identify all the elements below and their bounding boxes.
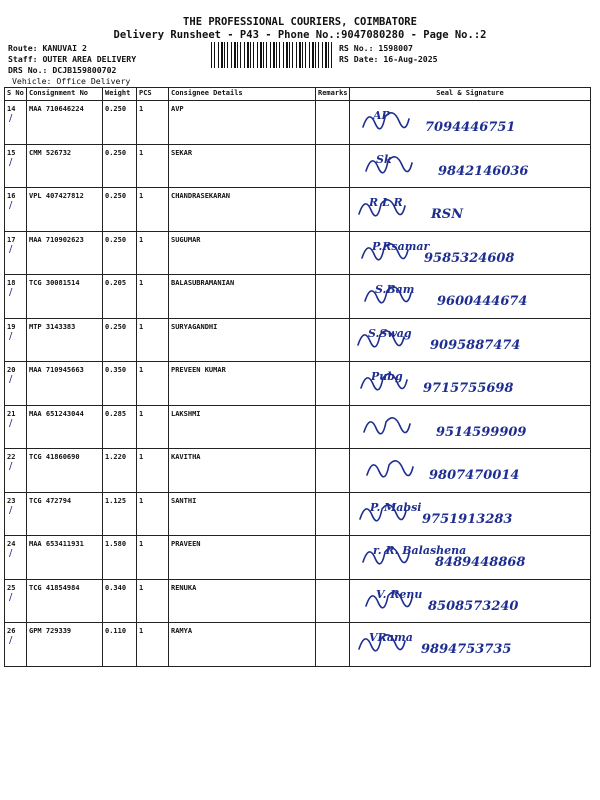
weight-value: 1.125 (105, 496, 127, 505)
cell-cons (27, 449, 103, 493)
consignee-value: BALASUBRAMANIAN (171, 279, 235, 287)
pcs-value: 1 (139, 322, 144, 331)
consignee-value: CHANDRASEKARAN (171, 192, 231, 200)
barcode-bar (227, 42, 228, 68)
weight-value: 0.110 (105, 627, 127, 635)
pcs-value: 1 (139, 627, 144, 635)
cell-consignee (169, 623, 316, 667)
cell-remarks (316, 536, 350, 580)
cell-consignee (169, 231, 316, 275)
weight-value: 1.220 (105, 453, 127, 461)
handwritten-signature (350, 145, 590, 183)
weight-value: 0.250 (105, 148, 127, 157)
cell-sno (5, 536, 27, 580)
signature-phone: 8508573240 (428, 598, 519, 614)
signature-name: R L R (369, 196, 403, 209)
signature-phone: 9600444674 (437, 294, 528, 309)
signature-phone: 9585324608 (424, 250, 515, 266)
vehicle-label: Vehicle: Office Delivery (12, 76, 131, 86)
table-row (5, 579, 591, 623)
cell-consignee (169, 188, 316, 232)
cell-weight (103, 579, 137, 623)
table-row (5, 492, 591, 536)
cell-weight (103, 188, 137, 232)
cell-pcs (137, 188, 169, 232)
consignee-value: RAMYA (171, 627, 193, 635)
table-row (5, 231, 591, 275)
cell-weight (103, 275, 137, 319)
cell-remarks (316, 623, 350, 667)
handwritten-signature (350, 536, 590, 574)
pcs-value: 1 (139, 279, 144, 287)
cell-cons (27, 579, 103, 623)
cell-remarks (316, 405, 350, 449)
company-title: THE PROFESSIONAL COURIERS, COIMBATORE (183, 16, 417, 28)
consignee-value: AVP (171, 105, 184, 113)
table-row (5, 449, 591, 493)
check-mark-icon: / (9, 635, 13, 646)
consignee-value: SEKAR (171, 148, 193, 157)
barcode-bar (312, 42, 314, 68)
sno-value: 18 (7, 279, 16, 287)
sno-value: 25 (7, 583, 16, 592)
signature-cell (350, 275, 591, 319)
barcode-bar (296, 42, 297, 68)
sno-value: 26 (7, 627, 16, 635)
pcs-value: 1 (139, 366, 144, 374)
cell-pcs (137, 144, 169, 188)
signature-cell (350, 318, 591, 362)
barcode-bar (315, 42, 316, 68)
cons-value: MTP 3143383 (29, 322, 76, 331)
check-mark-icon: / (9, 156, 13, 168)
table-row (5, 144, 591, 188)
cell-cons (27, 492, 103, 536)
handwritten-signature (350, 406, 590, 444)
cell-pcs (137, 623, 169, 667)
cell-sno (5, 579, 27, 623)
cell-pcs (137, 318, 169, 362)
barcode-bar (253, 42, 254, 68)
cell-cons (27, 623, 103, 667)
barcode-bar (260, 42, 262, 68)
cell-sno (5, 231, 27, 275)
barcode-bar (302, 42, 303, 68)
signature-name: S.Swag (368, 326, 412, 340)
column-header: PCS (137, 88, 169, 101)
cell-consignee (169, 492, 316, 536)
weight-value: 0.340 (105, 583, 127, 592)
barcode-bar (328, 42, 329, 68)
table-row (5, 101, 591, 145)
table-row (5, 536, 591, 580)
cell-weight (103, 492, 137, 536)
cell-pcs (137, 449, 169, 493)
signature-name: S.Bam (375, 283, 415, 296)
cell-sno (5, 318, 27, 362)
cell-weight (103, 449, 137, 493)
check-mark-icon: / (9, 591, 13, 603)
barcode-bar (276, 42, 277, 68)
signature-name: P. Mabsi (370, 500, 422, 514)
cell-pcs (137, 231, 169, 275)
cell-remarks (316, 318, 350, 362)
barcode-bar (211, 42, 212, 68)
cell-cons (27, 318, 103, 362)
cell-weight (103, 536, 137, 580)
cell-weight (103, 231, 137, 275)
consignee-value: KAVITHA (171, 453, 201, 461)
barcode-bar (231, 42, 232, 68)
handwritten-signature (350, 101, 590, 139)
cell-sno (5, 144, 27, 188)
barcode-bar (237, 42, 238, 68)
cell-remarks (316, 492, 350, 536)
signature-phone: 9514599909 (436, 424, 527, 440)
signature-phone: 9095887474 (430, 337, 521, 353)
cell-sno (5, 101, 27, 145)
barcode-bar (325, 42, 327, 68)
table-row (5, 405, 591, 449)
signature-phone: 9715755698 (423, 381, 514, 396)
sno-value: 24 (7, 540, 16, 548)
signature-cell (350, 623, 591, 667)
cell-consignee (169, 405, 316, 449)
cell-remarks (316, 188, 350, 232)
signature-cell (350, 449, 591, 493)
cell-remarks (316, 579, 350, 623)
check-mark-icon: / (9, 113, 13, 124)
column-header: Seal & Signature (350, 88, 591, 101)
runsheet-table (4, 87, 591, 667)
barcode-bar (263, 42, 264, 68)
cell-remarks (316, 362, 350, 406)
table-row (5, 318, 591, 362)
cell-weight (103, 362, 137, 406)
signature-name: AP (373, 109, 390, 122)
signature-phone: 9751913283 (422, 511, 513, 527)
column-header: Consignment No (27, 88, 103, 101)
barcode-bar (286, 42, 288, 68)
signature-phone: 7094446751 (425, 120, 516, 135)
table-row (5, 188, 591, 232)
sno-value: 22 (7, 453, 16, 461)
sno-value: 20 (7, 366, 16, 374)
signature-scribble (367, 461, 413, 477)
barcode-bar (318, 42, 319, 68)
weight-value: 0.205 (105, 279, 127, 287)
pcs-value: 1 (139, 105, 144, 113)
cell-remarks (316, 231, 350, 275)
signature-cell (350, 188, 591, 232)
weight-value: 0.250 (105, 105, 127, 113)
consignee-value: PREVEEN KUMAR (171, 366, 226, 374)
barcode-bar (283, 42, 284, 68)
check-mark-icon: / (9, 330, 13, 342)
barcode-bar (299, 42, 301, 68)
barcode-bar (214, 42, 215, 68)
handwritten-signature (350, 232, 590, 270)
barcode-bar (221, 42, 223, 68)
barcode-bar (270, 42, 271, 68)
barcode-bar (240, 42, 241, 68)
cell-sno (5, 449, 27, 493)
cell-consignee (169, 536, 316, 580)
cell-remarks (316, 275, 350, 319)
signature-phone: 9807470014 (429, 468, 520, 483)
rs-date: RS Date: 16-Aug-2025 (339, 54, 438, 64)
cell-consignee (169, 318, 316, 362)
cell-sno (5, 405, 27, 449)
cell-pcs (137, 536, 169, 580)
check-mark-icon: / (9, 287, 13, 298)
cell-remarks (316, 101, 350, 145)
barcode-bar (250, 42, 251, 68)
weight-value: 0.250 (105, 192, 127, 200)
cell-pcs (137, 405, 169, 449)
cell-weight (103, 318, 137, 362)
signature-name: Sk (376, 152, 392, 166)
cell-pcs (137, 579, 169, 623)
barcode-bar (322, 42, 323, 68)
pcs-value: 1 (139, 496, 144, 505)
cell-weight (103, 101, 137, 145)
signature-name: Pubg (371, 370, 403, 383)
check-mark-icon: / (9, 200, 13, 211)
consignee-value: SUGUMAR (171, 235, 201, 244)
barcode-bar (279, 42, 280, 68)
signature-name: VRama (369, 631, 413, 644)
barcode-bar (289, 42, 290, 68)
sno-value: 16 (7, 192, 16, 200)
handwritten-signature (350, 493, 590, 531)
check-mark-icon: / (9, 417, 13, 429)
sno-value: 21 (7, 409, 16, 418)
signature-scribble (364, 417, 410, 433)
column-header: Consignee Details (169, 88, 316, 101)
table-row (5, 623, 591, 667)
pcs-value: 1 (139, 540, 144, 548)
consignee-value: LAKSHMI (171, 409, 201, 418)
barcode-icon (211, 42, 333, 68)
signature-phone: 9842146036 (438, 163, 529, 179)
handwritten-signature (350, 623, 590, 661)
barcode-bar (247, 42, 249, 68)
pcs-value: 1 (139, 453, 144, 461)
barcode-bar (257, 42, 258, 68)
cons-value: MAA 710646224 (29, 105, 84, 113)
barcode-bar (305, 42, 306, 68)
cons-value: MAA 710945663 (29, 366, 84, 374)
check-mark-icon: / (9, 374, 13, 385)
check-mark-icon: / (9, 548, 13, 559)
sno-value: 19 (7, 322, 16, 331)
cons-value: MAA 651243044 (29, 409, 84, 418)
cell-pcs (137, 362, 169, 406)
table-row (5, 275, 591, 319)
barcode-bar (292, 42, 293, 68)
handwritten-signature (350, 188, 590, 226)
sno-value: 15 (7, 148, 16, 157)
handwritten-signature (350, 449, 590, 487)
cell-weight (103, 144, 137, 188)
pcs-value: 1 (139, 409, 144, 418)
consignee-value: RENUKA (171, 583, 197, 592)
pcs-value: 1 (139, 192, 144, 200)
check-mark-icon: / (9, 243, 13, 255)
rs-number: RS No.: 1598007 (339, 43, 413, 53)
cell-pcs (137, 492, 169, 536)
handwritten-signature (350, 580, 590, 618)
signature-cell (350, 144, 591, 188)
signature-name: P.Rsamar (372, 239, 430, 253)
signature-cell (350, 101, 591, 145)
cell-consignee (169, 275, 316, 319)
cons-value: MAA 710902623 (29, 235, 84, 244)
cons-value: MAA 653411931 (29, 540, 84, 548)
signature-cell (350, 492, 591, 536)
consignee-value: SURYAGANDHI (171, 322, 218, 331)
weight-value: 0.250 (105, 235, 127, 244)
route-label: Route: KANUVAI 2 (8, 43, 87, 53)
handwritten-signature (350, 275, 590, 313)
cell-cons (27, 144, 103, 188)
weight-value: 0.250 (105, 322, 127, 331)
column-header: Remarks (316, 88, 350, 101)
cell-consignee (169, 449, 316, 493)
signature-name: r. R. Balashena (373, 544, 467, 557)
runsheet-subtitle: Delivery Runsheet - P43 - Phone No.:9047080280 - Page No.:2 (113, 29, 487, 41)
cell-remarks (316, 144, 350, 188)
cell-pcs (137, 275, 169, 319)
drs-label: DRS No.: DCJB159800702 (8, 65, 117, 75)
signature-cell (350, 536, 591, 580)
check-mark-icon: / (9, 461, 13, 472)
cell-remarks (316, 449, 350, 493)
cons-value: GPM 729339 (29, 627, 72, 635)
barcode-bar (234, 42, 236, 68)
cell-consignee (169, 101, 316, 145)
signature-phone: 8489448868 (435, 555, 526, 570)
cell-sno (5, 275, 27, 319)
cell-weight (103, 405, 137, 449)
signature-phone: 9894753735 (421, 642, 512, 657)
staff-label: Staff: OUTER AREA DELIVERY (8, 54, 137, 64)
barcode-bar (273, 42, 275, 68)
cell-cons (27, 101, 103, 145)
barcode-bar (224, 42, 225, 68)
cons-value: VPL 407427812 (29, 192, 84, 200)
cell-consignee (169, 579, 316, 623)
barcode-bar (244, 42, 245, 68)
pcs-value: 1 (139, 148, 144, 157)
table-header-row (5, 88, 591, 101)
cell-sno (5, 623, 27, 667)
cell-consignee (169, 144, 316, 188)
cons-value: TCG 30081514 (29, 279, 80, 287)
column-header: S No (5, 88, 27, 101)
cell-cons (27, 275, 103, 319)
handwritten-signature (350, 362, 590, 400)
cell-sno (5, 362, 27, 406)
check-mark-icon: / (9, 504, 13, 516)
cell-cons (27, 405, 103, 449)
pcs-value: 1 (139, 235, 144, 244)
consignee-value: SANTHI (171, 496, 197, 505)
cell-consignee (169, 362, 316, 406)
table-row (5, 362, 591, 406)
cons-value: TCG 472794 (29, 496, 72, 505)
column-header: Weight (103, 88, 137, 101)
cell-pcs (137, 101, 169, 145)
cell-weight (103, 623, 137, 667)
sno-value: 14 (7, 105, 16, 113)
barcode-bar (331, 42, 332, 68)
consignee-value: PRAVEEN (171, 540, 201, 548)
signature-cell (350, 579, 591, 623)
signature-name: V. Renu (376, 587, 423, 601)
cell-cons (27, 362, 103, 406)
signature-phone: RSN (431, 207, 464, 222)
barcode-bar (218, 42, 219, 68)
cell-cons (27, 231, 103, 275)
cell-sno (5, 188, 27, 232)
barcode-bar (266, 42, 267, 68)
cell-cons (27, 188, 103, 232)
signature-cell (350, 362, 591, 406)
handwritten-signature (350, 319, 590, 357)
sno-value: 23 (7, 496, 16, 505)
cell-sno (5, 492, 27, 536)
cons-value: TCG 41854984 (29, 583, 80, 592)
cons-value: CMM 526732 (29, 148, 72, 157)
weight-value: 1.580 (105, 540, 127, 548)
cell-cons (27, 536, 103, 580)
pcs-value: 1 (139, 583, 144, 592)
cons-value: TCG 41860690 (29, 453, 80, 461)
signature-cell (350, 231, 591, 275)
weight-value: 0.350 (105, 366, 127, 374)
signature-cell (350, 405, 591, 449)
barcode-bar (309, 42, 310, 68)
weight-value: 0.285 (105, 409, 127, 418)
sno-value: 17 (7, 235, 16, 244)
